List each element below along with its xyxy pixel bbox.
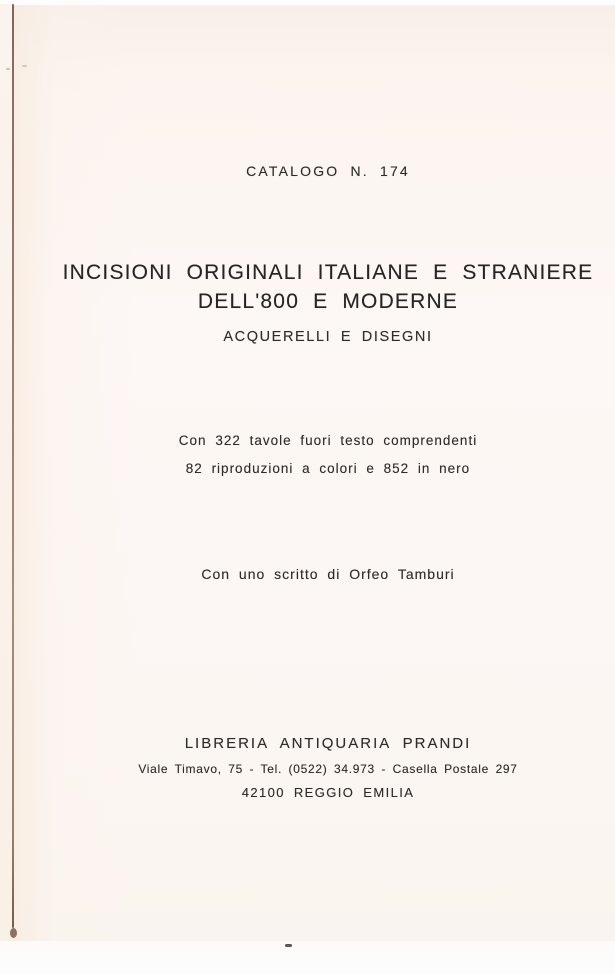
ink-speck — [285, 944, 292, 947]
publisher-address: Viale Timavo, 75 - Tel. (0522) 34.973 - Casella Postale 297 — [138, 762, 518, 776]
dust-speck — [6, 68, 10, 70]
catalog-number: CATALOGO N. 174 — [246, 163, 410, 179]
page-left-margin — [0, 4, 12, 942]
book-gutter-line — [12, 4, 14, 928]
subtitle: ACQUERELLI E DISEGNI — [223, 329, 433, 345]
gutter-line-end-mark — [10, 928, 17, 938]
scan-top-edge — [0, 0, 615, 5]
scan-bottom-edge — [0, 941, 615, 974]
plates-note-line-1: Con 322 tavole fuori testo comprendenti — [178, 433, 478, 448]
title-line-2: DELL'800 E MODERNE — [197, 290, 459, 313]
publisher-name: LIBRERIA ANTIQUARIA PRANDI — [184, 735, 472, 752]
plates-note-line-2: 82 riproduzioni a colori e 852 in nero — [185, 461, 471, 476]
title-line-1: INCISIONI ORIGINALI ITALIANE E STRANIERE — [62, 261, 594, 284]
publisher-city: 42100 REGGIO EMILIA — [241, 785, 415, 800]
essay-credit: Con uno scritto di Orfeo Tamburi — [201, 566, 455, 582]
dust-speck — [22, 65, 27, 67]
